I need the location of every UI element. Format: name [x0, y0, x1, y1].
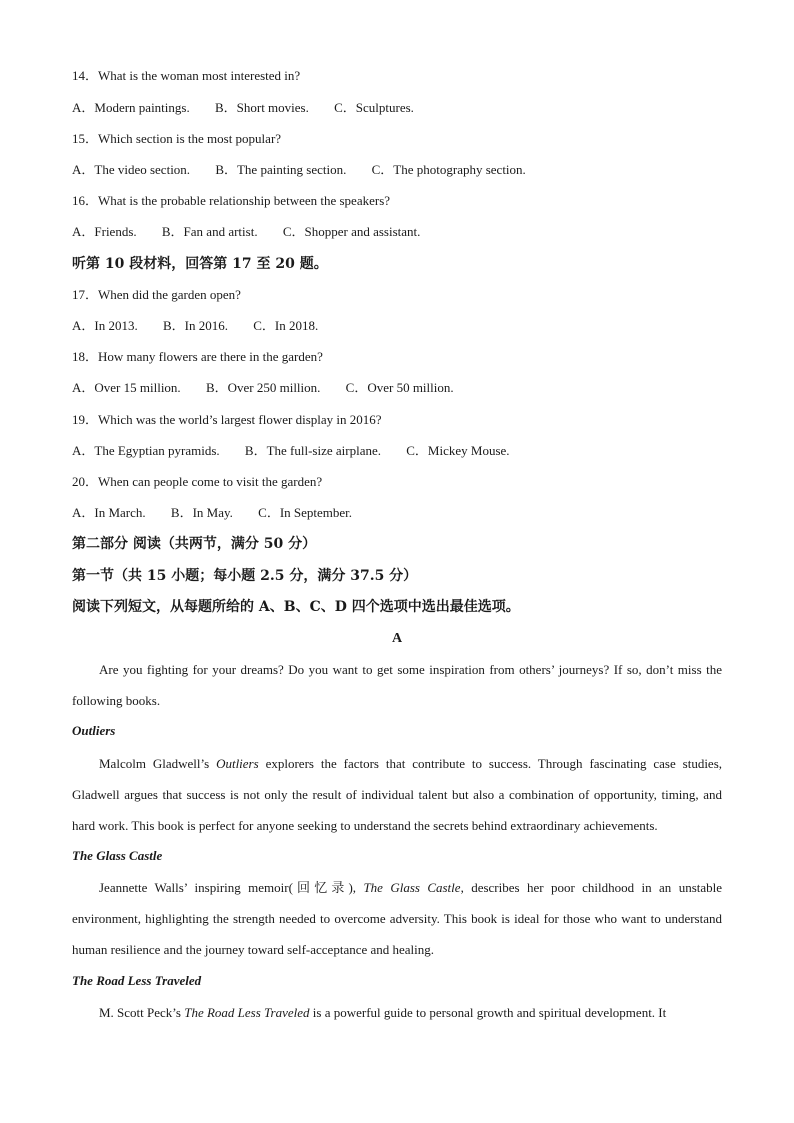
option-a: A．In March.: [72, 505, 146, 520]
option-b: B．The painting section.: [215, 162, 347, 177]
option-c: C．The photography section.: [371, 162, 526, 177]
paragraph-text: is a powerful guide to personal growth and spiritual development. It: [309, 1005, 667, 1020]
paragraph-text: M. Scott Peck’s: [99, 1005, 185, 1020]
option-c: C．Shopper and assistant.: [282, 224, 421, 239]
book-title-glass-castle: The Glass Castle: [72, 848, 163, 863]
book-title-road-less-traveled: The Road Less Traveled: [72, 973, 202, 988]
paragraph-text: Malcolm Gladwell’s: [99, 756, 217, 771]
question-20: 20．When can people come to visit the garden?: [72, 474, 323, 489]
option-c: C．In September.: [258, 505, 353, 520]
question-14: 14．What is the woman most interested in?: [72, 68, 301, 83]
options-14: [72, 98, 722, 118]
options-18: [72, 378, 722, 398]
question-18: 18．How many flowers are there in the garden?: [72, 349, 323, 364]
option-c: C．Over 50 million.: [345, 380, 454, 395]
option-b: B．Short movies.: [214, 100, 309, 115]
book-paragraph-road-less-traveled: [72, 997, 722, 1028]
option-b: B．In May.: [170, 505, 233, 520]
option-c: C．In 2018.: [253, 318, 319, 333]
option-a: A．The Egyptian pyramids.: [72, 443, 220, 458]
question-17: 17．When did the garden open?: [72, 287, 241, 302]
option-b: B．Over 250 million.: [205, 380, 321, 395]
section-heading-10: 听第 10 段材料，回答第 17 至 20 题。: [72, 256, 328, 272]
paragraph-text: explorers the factors that contribute to success. Through fascinating case studies, Gladwell argues that success is not only the result of individual talent but also a combination of opportunity, timing, and hard work. This book is perfect for anyone seeking to understand the secrets behind extraordinary achievements.: [72, 756, 723, 833]
inline-book-title: The Road Less Traveled: [184, 1005, 310, 1020]
option-a: A．Friends.: [72, 224, 137, 239]
option-a: A．The video section.: [72, 162, 191, 177]
option-a: A．Modern paintings.: [72, 100, 190, 115]
options-15: [72, 160, 722, 180]
reading-instructions: 阅读下列短文，从每题所给的 A、B、C、D 四个选项中选出最佳选项。: [72, 599, 520, 615]
inline-book-title: The Glass Castle: [363, 880, 461, 895]
question-19: 19．Which was the world’s largest flower display in 2016?: [72, 412, 382, 427]
options-19: [72, 441, 722, 461]
paragraph-text: , describes her poor childhood in an unstable environment, highlighting the strength needed to overcome adversity. This book is ideal for those who want to understand human resilience and the journey toward self-acceptance and healing.: [72, 880, 723, 957]
book-paragraph-outliers: [72, 748, 722, 841]
passage-letter: A: [391, 631, 403, 646]
paragraph-text: Jeannette Walls’ inspiring memoir(回忆录),: [99, 880, 364, 895]
part-two-heading: 第二部分 阅读（共两节，满分 50 分）: [72, 536, 317, 552]
option-b: B．The full-size airplane.: [244, 443, 382, 458]
option-b: B．Fan and artist.: [161, 224, 258, 239]
options-20: [72, 503, 722, 523]
inline-book-title: Outliers: [216, 756, 259, 771]
section-one-heading: 第一节（共 15 小题；每小题 2.5 分，满分 37.5 分）: [72, 568, 418, 584]
options-16: [72, 222, 722, 242]
option-a: A．In 2013.: [72, 318, 138, 333]
options-17: [72, 316, 722, 336]
book-paragraph-glass-castle: [72, 872, 722, 965]
option-c: C．Sculptures.: [334, 100, 414, 115]
option-a: A．Over 15 million.: [72, 380, 181, 395]
option-b: B．In 2016.: [162, 318, 228, 333]
option-c: C．Mickey Mouse.: [406, 443, 510, 458]
intro-paragraph: Are you fighting for your dreams? Do you want to get some inspiration from others’ journeys? If so, don’t miss the following books.: [72, 662, 722, 708]
book-title-outliers: Outliers: [72, 723, 116, 738]
question-16: 16．What is the probable relationship between the speakers?: [72, 193, 391, 208]
question-15: 15．Which section is the most popular?: [72, 131, 282, 146]
